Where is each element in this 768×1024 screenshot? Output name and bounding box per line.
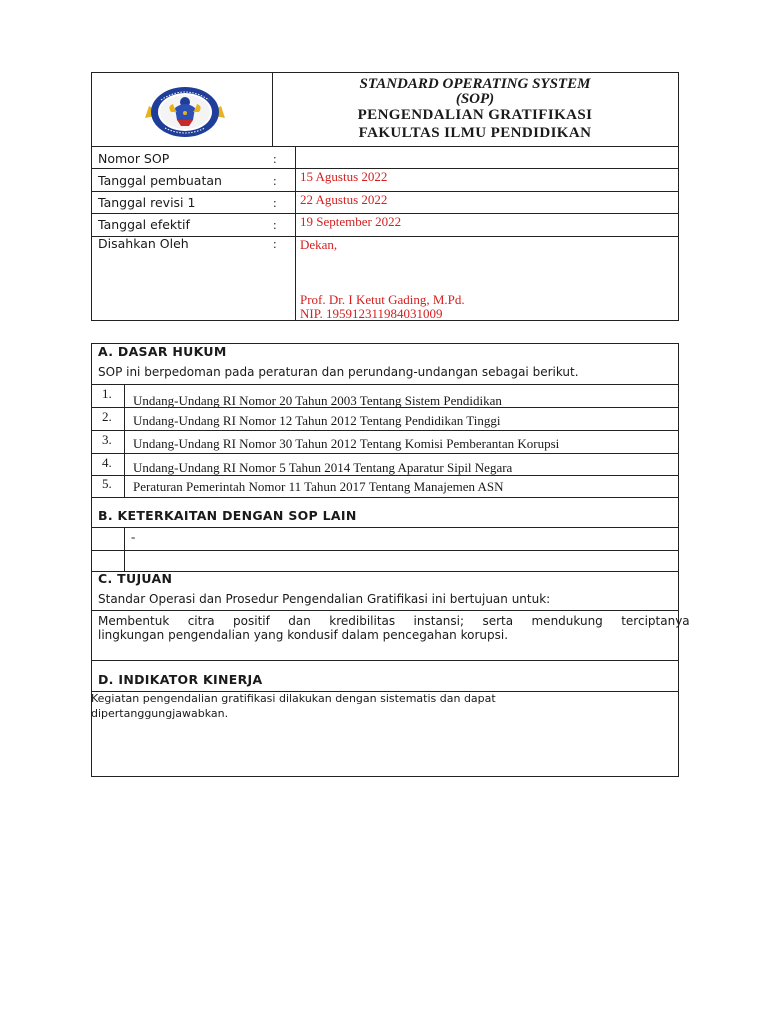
legal-item-text-1: Undang-Undang RI Nomor 20 Tahun 2003 Tentang Sistem Pendidikan [133,393,502,408]
section-d-body-line2: dipertanggungjawabkan. [91,707,229,720]
legal-item-num-5: 5. [102,476,112,491]
section-c-intro: Standar Operasi dan Prosedur Pengendalian Gratifikasi ini bertujuan untuk: [98,592,551,606]
section-d-body-line1: Kegiatan pengendalian gratifikasi dilakukan dengan sistematis dan dapat [91,692,496,705]
legal-item-num-2: 2. [102,409,112,424]
info-label-tanggal-pembuatan: Tanggal pembuatan [98,173,222,188]
section-b-title: B. KETERKAITAN DENGAN SOP LAIN [98,508,357,523]
legal-item-num-4: 4. [102,455,112,470]
info-value-tanggal-revisi: 22 Agustus 2022 [300,192,388,207]
sop-title-line1: STANDARD OPERATING SYSTEM [359,76,591,92]
info-sep-disahkan: : [273,236,277,251]
info-label-disahkan: Disahkan Oleh [98,236,189,251]
info-sep-tanggal-efektif: : [273,217,277,232]
info-value-disahkan: Dekan, [300,237,338,252]
legal-item-text-5: Peraturan Pemerintah Nomor 11 Tahun 2017 Tentang Manajemen ASN [133,479,504,494]
legal-item-num-1: 1. [102,386,112,401]
section-b-row1: - [131,529,136,544]
sop-title-line4: FAKULTAS ILMU PENDIDIKAN [358,125,592,141]
section-c-title: C. TUJUAN [98,571,173,586]
university-logo [145,86,225,138]
info-label-nomor: Nomor SOP [98,151,170,166]
legal-item-text-3: Undang-Undang RI Nomor 30 Tahun 2012 Tentang Komisi Pemberantan Korupsi [133,436,560,451]
logo-emblem-icon [145,86,225,138]
sop-title-line3: PENGENDALIAN GRATIFIKASI [357,107,593,123]
info-label-tanggal-revisi: Tanggal revisi 1 [98,195,196,210]
info-value-tanggal-efektif: 19 September 2022 [300,214,402,229]
info-sep-tanggal-pembuatan: : [273,173,277,188]
legal-item-num-3: 3. [102,432,112,447]
section-a-intro: SOP ini berpedoman pada peraturan dan perundang-undangan sebagai berikut. [98,365,579,379]
legal-item-text-2: Undang-Undang RI Nomor 12 Tahun 2012 Tentang Pendidikan Tinggi [133,413,501,428]
info-sep-nomor: : [273,151,277,166]
section-c-body-line2: lingkungan pengendalian yang kondusif dalam pencegahan korupsi. [98,628,509,642]
info-value-tanggal-pembuatan: 15 Agustus 2022 [300,169,388,184]
signer-name: Prof. Dr. I Ketut Gading, M.Pd. [300,292,465,307]
section-c-body-line1: Membentuk citra positif dan kredibilitas instansi; serta mendukung terciptanya [98,614,690,628]
legal-item-text-4: Undang-Undang RI Nomor 5 Tahun 2014 Tentang Aparatur Sipil Negara [133,460,513,475]
sop-title-line2: (SOP) [455,91,495,107]
info-sep-tanggal-revisi: : [273,195,277,210]
signer-nip: NIP. 195912311984031009 [300,306,443,321]
info-label-tanggal-efektif: Tanggal efektif [98,217,190,232]
section-a-title: A. DASAR HUKUM [98,344,227,359]
section-d-title: D. INDIKATOR KINERJA [98,672,263,687]
